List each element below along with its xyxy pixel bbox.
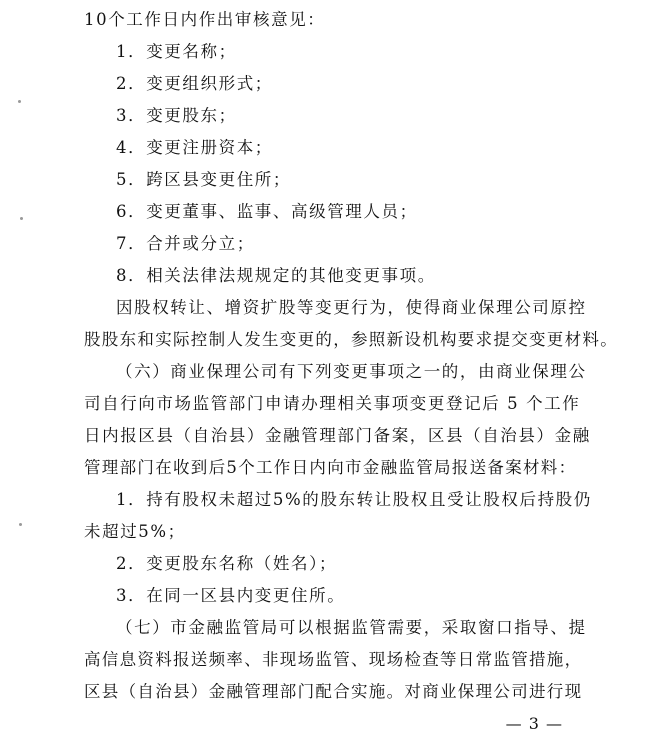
list-item-5: 5．跨区县变更住所； (116, 170, 291, 189)
scan-speck (18, 100, 21, 103)
scan-speck (20, 217, 23, 220)
text-line-1: 10个工作日内作出审核意见： (84, 10, 326, 29)
list-item-3: 3．变更股东； (116, 106, 237, 125)
paragraph-line: 区县（自治县）金融管理部门配合实施。对商业保理公司进行现 (84, 682, 583, 701)
list-item-2: 2．变更组织形式； (116, 74, 273, 93)
list-item-6: 6．变更董事、监事、高级管理人员； (116, 202, 418, 221)
paragraph-line: 因股权转让、增资扩股等变更行为，使得商业保理公司原控 (116, 298, 587, 317)
list-item-name: 2．变更股东名称（姓名）； (116, 554, 338, 573)
paragraph-line: 股股东和实际控制人发生变更的，参照新设机构要求提交变更材料。 (84, 330, 618, 349)
list-item-share: 1．持有股权未超过5%的股东转让股权且受让股权后持股仍 (116, 490, 592, 509)
paragraph-line: （六）商业保理公司有下列变更事项之一的，由商业保理公 (116, 362, 587, 381)
scan-speck (19, 523, 22, 526)
paragraph-line: 高信息资料报送频率、非现场监管、现场检查等日常监管措施， (84, 650, 583, 669)
list-item-7: 7．合并或分立； (116, 234, 255, 253)
paragraph-line: 司自行向市场监管部门申请办理相关事项变更登记后 5 个工作 (84, 394, 581, 413)
list-item-share-cont: 未超过5%； (84, 522, 186, 541)
list-item-4: 4．变更注册资本； (116, 138, 273, 157)
page-number: — 3 — (505, 714, 563, 733)
paragraph-line: （七）市金融监管局可以根据监管需要，采取窗口指导、提 (116, 618, 587, 637)
list-item-address: 3．在同一区县内变更住所。 (116, 586, 346, 605)
list-item-1: 1．变更名称； (116, 42, 237, 61)
list-item-8: 8．相关法律法规规定的其他变更事项。 (116, 266, 436, 285)
paragraph-line: 日内报区县（自治县）金融管理部门备案，区县（自治县）金融 (84, 426, 591, 445)
paragraph-line: 管理部门在收到后5个工作日内向市金融监管局报送备案材料： (84, 458, 577, 477)
